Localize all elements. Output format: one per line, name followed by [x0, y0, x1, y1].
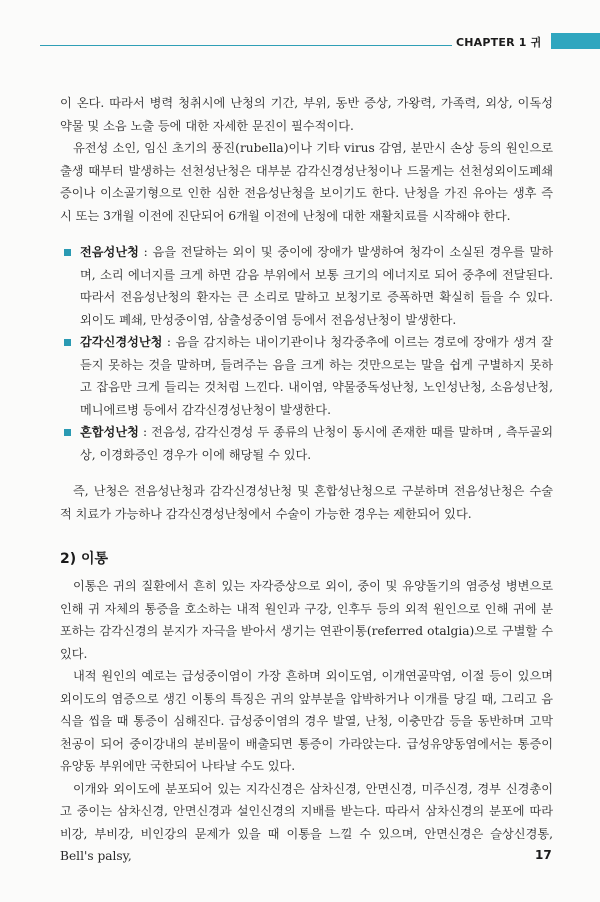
- paragraph: 이 온다. 따라서 병력 청취시에 난청의 기간, 부위, 동반 증상, 가왕력, 가족력, 외상, 이독성 약물 및 소음 노출 등에 대한 자세한 문진이 필수적이다.: [60, 96, 553, 133]
- square-bullet-icon: [64, 339, 71, 346]
- hearing-loss-types-list: [60, 241, 553, 466]
- term-description: : 음을 감지하는 내이기관이나 청각중추에 이르는 경로에 장애가 생겨 잘 듣지 못하는 것을 말하며, 들려주는 음을 크게 하는 것만으로는 말을 쉽게 구별하지 못하고 잡음만 크게 들리는 것처럼 느낀다. 내이염, 약물중독성난청, 노인성난청, 소음성난청, 메니에르병 등에서 감각신경성난청이 발생한다.: [80, 335, 553, 417]
- chapter-title: 귀: [530, 36, 542, 49]
- header-accent-bar: [551, 33, 600, 49]
- square-bullet-icon: [64, 249, 71, 256]
- paragraph: 유전성 소인, 임신 초기의 풍진(rubella)이나 기타 virus 감염, 분만시 손상 등의 원인으로 출생 때부터 발생하는 선천성난청은 대부분 감각신경성난청이나 드물게는 선천성외이도폐쇄증이나 이소골기형으로 인한 심한 전음성난청을 보이기도 한다. 난청을 가진 유아는 생후 즉시 또는 3개월 이전에 진단되어 6개월 이전에 난청에 대한 재활치료를 시작해야 한다.: [60, 141, 553, 223]
- list-item: [60, 331, 553, 421]
- header-rule: [40, 45, 452, 46]
- paragraph: 내적 원인의 예로는 급성중이염이 가장 흔하며 외이도염, 이개연골막염, 이절 등이 있으며 외이도의 염증으로 생긴 이통의 특징은 귀의 앞부분을 압박하거나 이개를 당길 때, 그리고 음식을 씹을 때 통증이 심해진다. 급성중이염의 경우 발열, 난청, 이충만감 등을 동반하며 고막 천공이 되어 중이강내의 분비물이 배출되면 통증이 가라앉는다. 급성유양동염에서는 통증이 유양동 부위에만 국한되어 나타날 수도 있다.: [60, 669, 553, 773]
- chapter-label: CHAPTER 1: [456, 36, 527, 49]
- paragraph: 이통은 귀의 질환에서 흔히 있는 자각증상으로 외이, 중이 및 유양돌기의 염증성 병변으로 인해 귀 자체의 통증을 호소하는 내적 원인과 구강, 인후두 등의 외적 원인으로 인해 귀에 분포하는 감각신경의 분지가 자극을 받아서 생기는 연관이통(referred otalgia)으로 구별할 수 있다.: [60, 579, 553, 661]
- term-label: 전음성난청: [80, 245, 139, 259]
- list-item: [60, 421, 553, 466]
- term-label: 감각신경성난청: [80, 335, 163, 349]
- chapter-header: [456, 34, 567, 50]
- term-label: 혼합성난청: [80, 425, 139, 439]
- section-heading: 2) 이통: [60, 551, 109, 567]
- page-body: [60, 92, 553, 868]
- term-description: : 전음성, 감각신경성 두 종류의 난청이 동시에 존재한 때를 말하며 , 측두골외상, 이경화증인 경우가 이에 해당될 수 있다.: [80, 425, 553, 462]
- square-bullet-icon: [64, 429, 71, 436]
- page-number: 17: [535, 848, 552, 862]
- term-description: : 음을 전달하는 외이 및 중이에 장애가 발생하여 청각이 소실된 경우를 말하며, 소리 에너지를 크게 하면 감음 부위에서 보통 크기의 에너지로 되어 중추에 전달된다. 따라서 전음성난청의 환자는 큰 소리로 말하고 보청기로 증폭하면 확실히 들을 수 있다. 외이도 폐쇄, 만성중이염, 삼출성중이염 등에서 전음성난청이 발생한다.: [80, 245, 553, 327]
- list-item: [60, 241, 553, 331]
- paragraph: 이개와 외이도에 분포되어 있는 지각신경은 삼차신경, 안면신경, 미주신경, 경부 신경총이고 중이는 삼차신경, 안면신경과 설인신경의 지배를 받는다. 따라서 삼차신경의 분포에 따라 비강, 부비강, 비인강의 문제가 있을 때 이통을 느낄 수 있으며, 안면신경은 슬상신경통, Bell's palsy,: [60, 781, 553, 863]
- summary-paragraph: 즉, 난청은 전음성난청과 감각신경성난청 및 혼합성난청으로 구분하며 전음성난청은 수술적 치료가 가능하나 감각신경성난청에서 수술이 가능한 경우는 제한되어 있다.: [60, 484, 553, 521]
